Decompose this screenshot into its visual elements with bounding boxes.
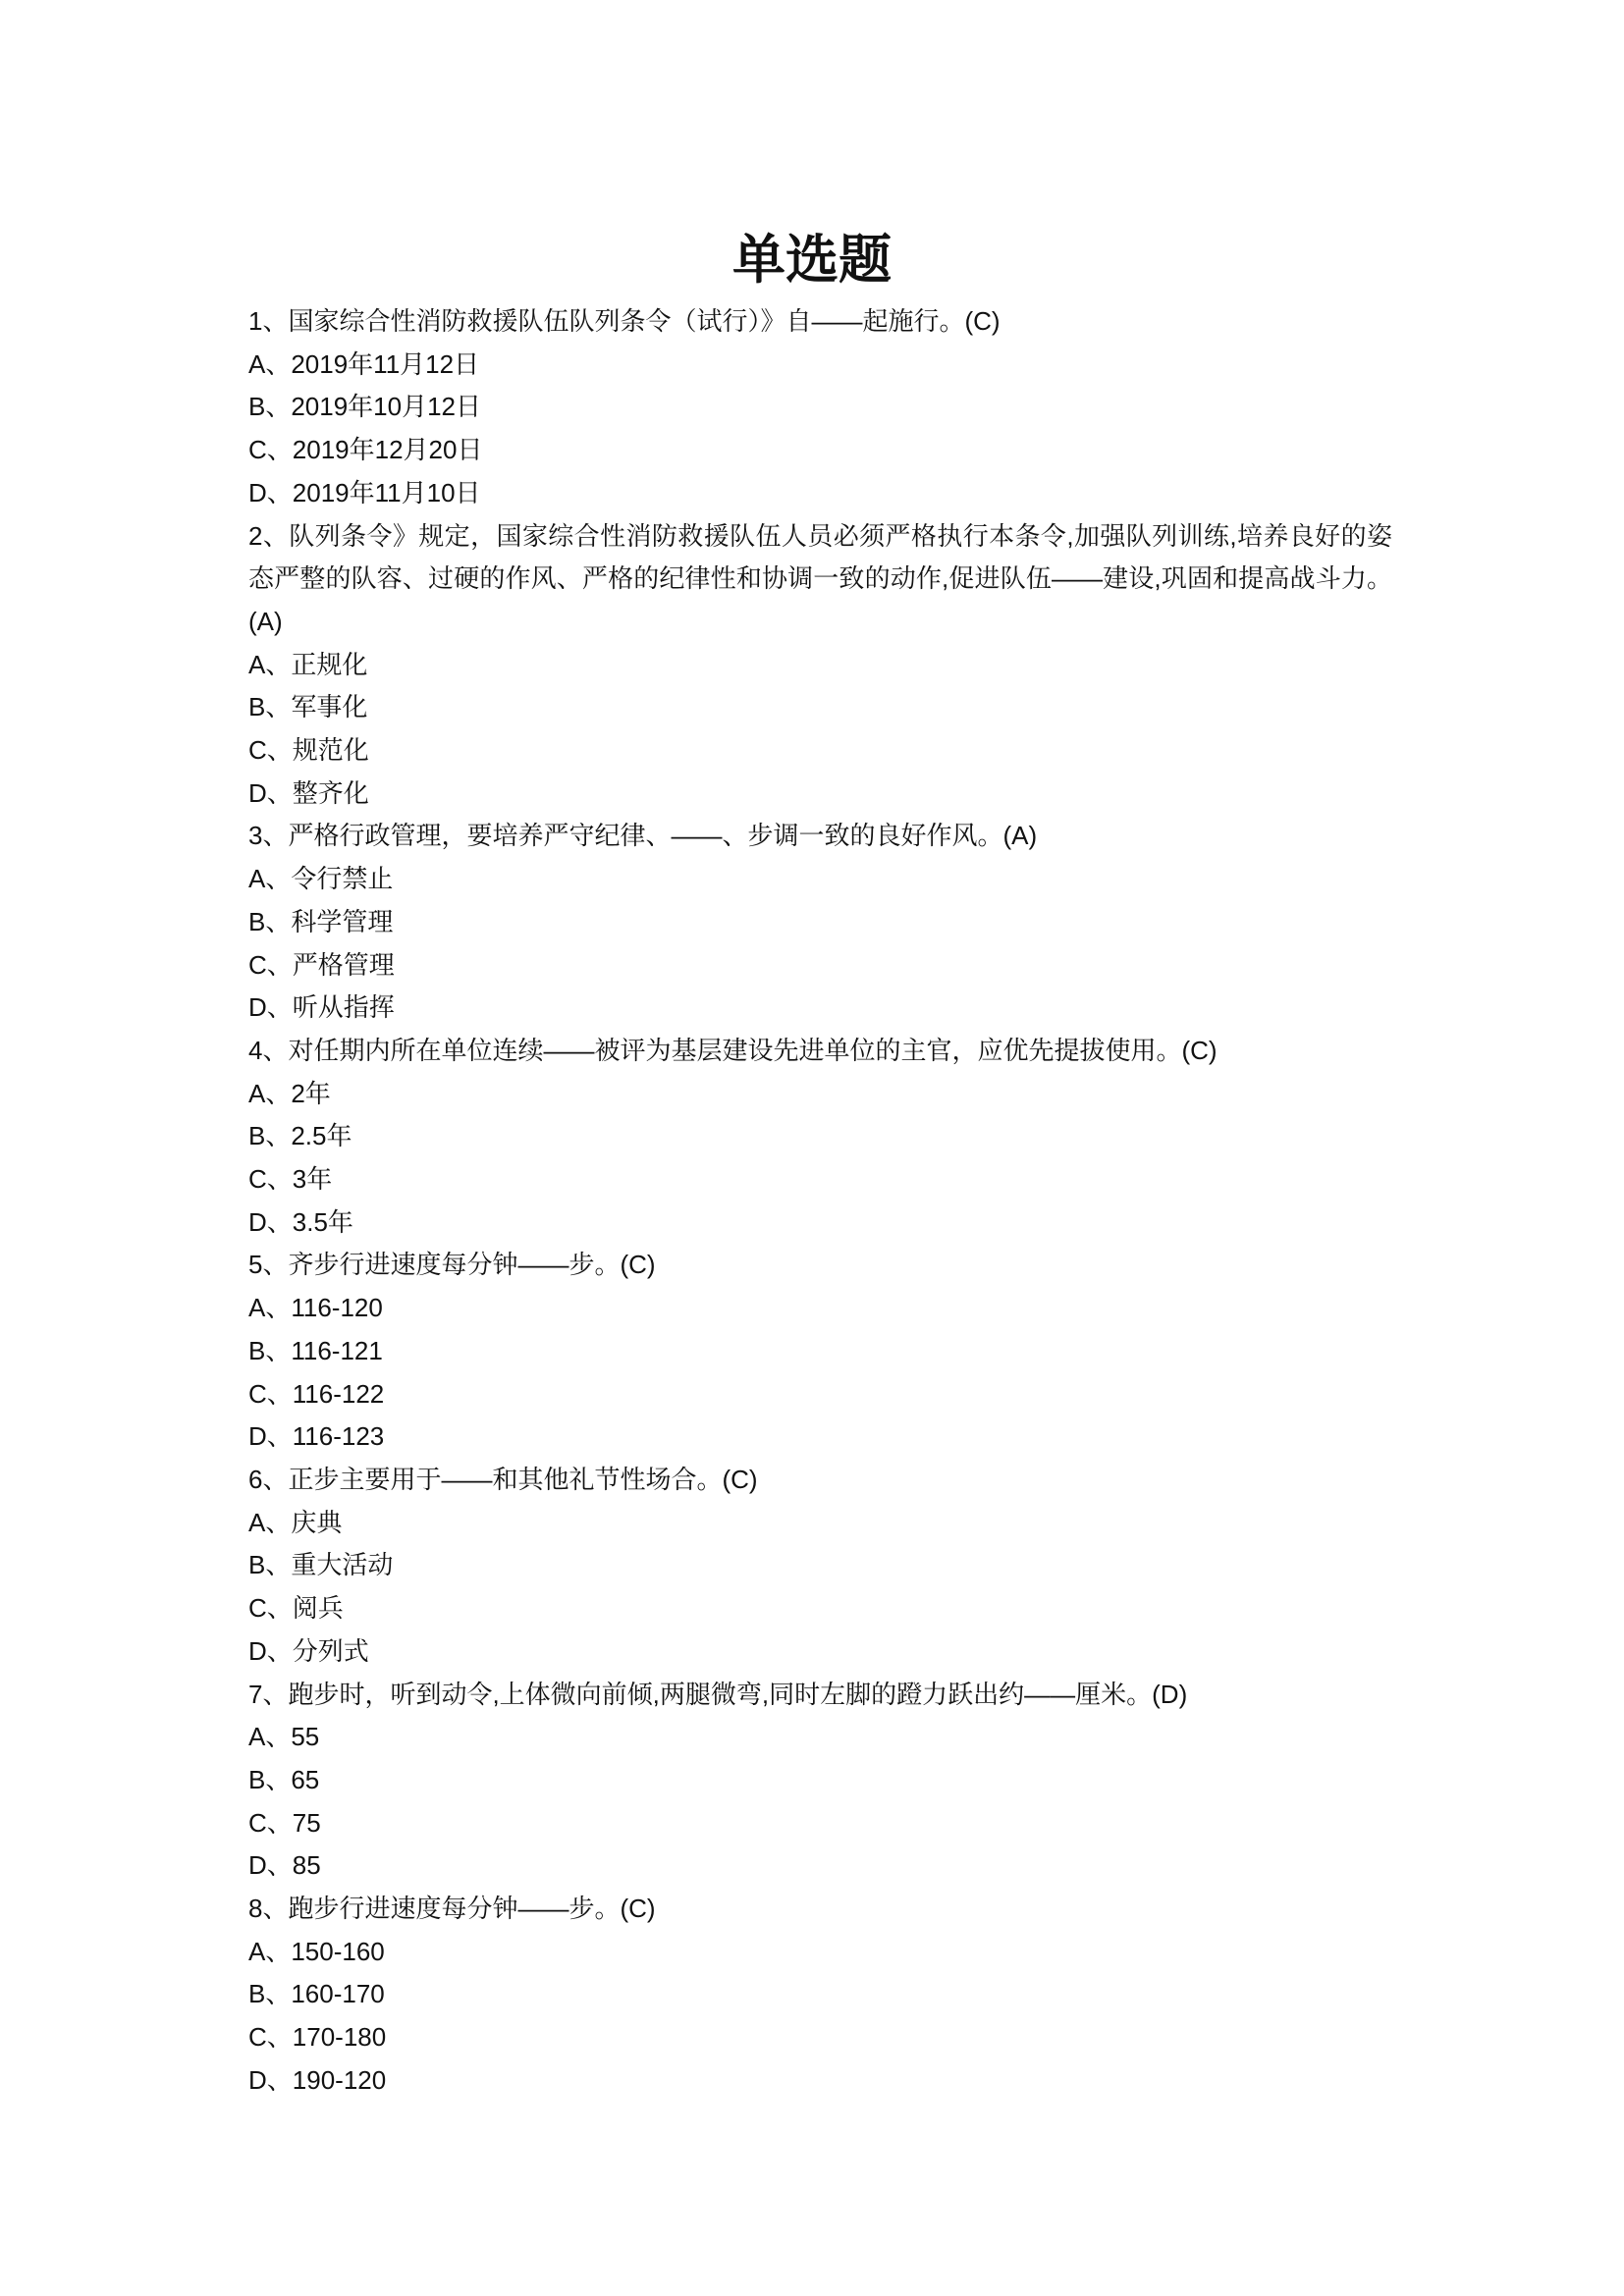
answer-option: D、2019年11月10日 — [248, 477, 481, 507]
answer-option: C、170-180 — [248, 2022, 387, 2053]
question-text: 5、齐步行进速度每分钟——步。(C) — [248, 1250, 656, 1280]
answer-option: B、重大活动 — [248, 1550, 394, 1580]
answer-option: C、3年 — [248, 1164, 333, 1195]
answer-option: A、116-120 — [248, 1293, 383, 1323]
question-text: 4、对任期内所在单位连续——被评为基层建设先进单位的主官，应优先提拔使用。(C) — [248, 1035, 1218, 1065]
question-item — [248, 1459, 1392, 1674]
answer-option: B、科学管理 — [248, 906, 394, 936]
answer-option: A、正规化 — [248, 649, 368, 679]
answer-option: B、65 — [248, 1764, 320, 1794]
question-text: 1、国家综合性消防救援队伍队列条令（试行）》自——起施行。(C) — [248, 306, 1001, 336]
answer-option: D、190-120 — [248, 2064, 387, 2095]
question-text: 2、队列条令》规定，国家综合性消防救援队伍人员必须严格执行本条令,加强队列训练,培养良好的姿态严整的队容、过硬的作风、严格的纪律性和协调一致的动作,促进队伍——建设,巩固和提高战斗力。(A) — [248, 520, 1392, 636]
answer-option: B、160-170 — [248, 1979, 385, 2009]
question-item — [248, 1674, 1392, 1889]
question-list — [248, 300, 1392, 2103]
question-text: 6、正步主要用于——和其他礼节性场合。(C) — [248, 1464, 758, 1494]
question-item — [248, 1888, 1392, 2103]
answer-option: C、阅兵 — [248, 1593, 344, 1624]
answer-option: A、令行禁止 — [248, 864, 394, 894]
answer-option: A、150-160 — [248, 1936, 385, 1966]
question-text: 7、跑步时，听到动令,上体微向前倾,两腿微弯,同时左脚的蹬力跃出约——厘米。(D) — [248, 1679, 1188, 1709]
question-item — [248, 815, 1392, 1030]
answer-option: B、2019年10月12日 — [248, 392, 482, 422]
answer-option: D、分列式 — [248, 1635, 369, 1666]
answer-option: B、军事化 — [248, 692, 368, 722]
answer-option: C、规范化 — [248, 735, 369, 766]
answer-option: A、2年 — [248, 1078, 331, 1108]
question-item — [248, 300, 1392, 515]
answer-option: A、庆典 — [248, 1507, 343, 1537]
answer-option: D、听从指挥 — [248, 992, 395, 1023]
answer-option: B、2.5年 — [248, 1121, 352, 1151]
answer-option: D、3.5年 — [248, 1206, 353, 1237]
question-item — [248, 1244, 1392, 1459]
question-text: 3、严格行政管理，要培养严守纪律、——、步调一致的良好作风。(A) — [248, 821, 1038, 851]
answer-option: C、严格管理 — [248, 949, 395, 980]
question-item — [248, 515, 1392, 816]
answer-option: B、116-121 — [248, 1335, 383, 1365]
question-item — [248, 1030, 1392, 1245]
answer-option: A、55 — [248, 1722, 320, 1752]
answer-option: D、整齐化 — [248, 777, 369, 808]
question-text: 8、跑步行进速度每分钟——步。(C) — [248, 1894, 656, 1924]
answer-option: C、116-122 — [248, 1378, 385, 1409]
answer-option: D、85 — [248, 1850, 321, 1881]
page-title: 单选题 — [732, 229, 892, 291]
answer-option: D、116-123 — [248, 1421, 385, 1452]
answer-option: A、2019年11月12日 — [248, 348, 480, 379]
answer-option: C、2019年12月20日 — [248, 435, 483, 465]
answer-option: C、75 — [248, 1807, 321, 1838]
